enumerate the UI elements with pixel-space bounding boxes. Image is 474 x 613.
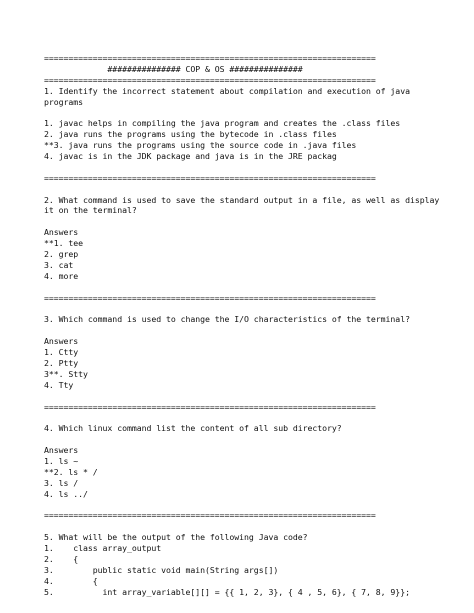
document-body [44, 53, 440, 598]
blank-line [44, 521, 440, 532]
text-line: 3. ls / [44, 477, 79, 488]
text-line: 1. ls ~ [44, 455, 79, 466]
text-line: 4. { [44, 575, 98, 586]
answers-label: Answers [44, 336, 79, 347]
question-text: 2. What command is used to save the standard output in a file, as well as display [44, 194, 440, 205]
blank-line [44, 391, 440, 402]
answers-label: Answers [44, 445, 79, 456]
question-text: 5. What will be the output of the following Java code? [44, 532, 308, 543]
text-line: 2. java runs the programs using the bytecode in .class files [44, 129, 337, 140]
text-line: 1. class array_output [44, 543, 162, 554]
text-line: 3**. Stty [44, 368, 88, 379]
text-line: 4. Tty [44, 379, 74, 390]
text-line: 2. Ptty [44, 357, 79, 368]
text-line: 4. more [44, 270, 79, 281]
text-line: **1. tee [44, 238, 84, 249]
question-text: 3. Which command is used to change the I/O characteristics of the terminal? [44, 314, 410, 325]
blank-line [44, 162, 440, 173]
text-line: 3. cat [44, 259, 74, 270]
text-line: 4. ls ../ [44, 488, 88, 499]
blank-line [44, 107, 440, 118]
text-line: programs [44, 96, 84, 107]
text-line: 1. Ctty [44, 347, 79, 358]
text-line: it on the terminal? [44, 205, 137, 216]
blank-line [44, 325, 440, 336]
text-line: 4. javac is in the JDK package and java is in the JRE packag [44, 151, 337, 162]
blank-line [44, 434, 440, 445]
separator-line: ==================================================================== [44, 292, 376, 303]
separator-line: ==================================================================== [44, 53, 376, 63]
text-line: 2. grep [44, 249, 79, 260]
blank-line [44, 216, 440, 227]
text-line: 3. public static void main(String args[]) [44, 564, 279, 575]
blank-line [44, 412, 440, 423]
document-title: ############### COP & OS ############### [44, 63, 303, 74]
text-line: 5. int array_variable[][] = {{ 1, 2, 3}, { 4 , 5, 6}, { 7, 8, 9}}; [44, 586, 410, 597]
text-line: 2. { [44, 553, 79, 564]
separator-line: ==================================================================== [44, 172, 376, 183]
text-line: **3. java runs the programs using the source code in .java files [44, 140, 357, 151]
text-line: **2. ls * / [44, 466, 98, 477]
separator-line: ==================================================================== [44, 510, 376, 521]
blank-line [44, 500, 440, 511]
separator-line: ==================================================================== [44, 401, 376, 412]
answers-label: Answers [44, 227, 79, 238]
separator-line: ==================================================================== [44, 74, 376, 85]
blank-line [44, 282, 440, 293]
text-line: 1. javac helps in compiling the java program and creates the .class files [44, 118, 401, 129]
blank-line [44, 184, 440, 195]
blank-line [44, 303, 440, 314]
question-text: 1. Identify the incorrect statement about compilation and execution of java [44, 85, 410, 96]
question-text: 4. Which linux command list the content of all sub directory? [44, 423, 342, 434]
